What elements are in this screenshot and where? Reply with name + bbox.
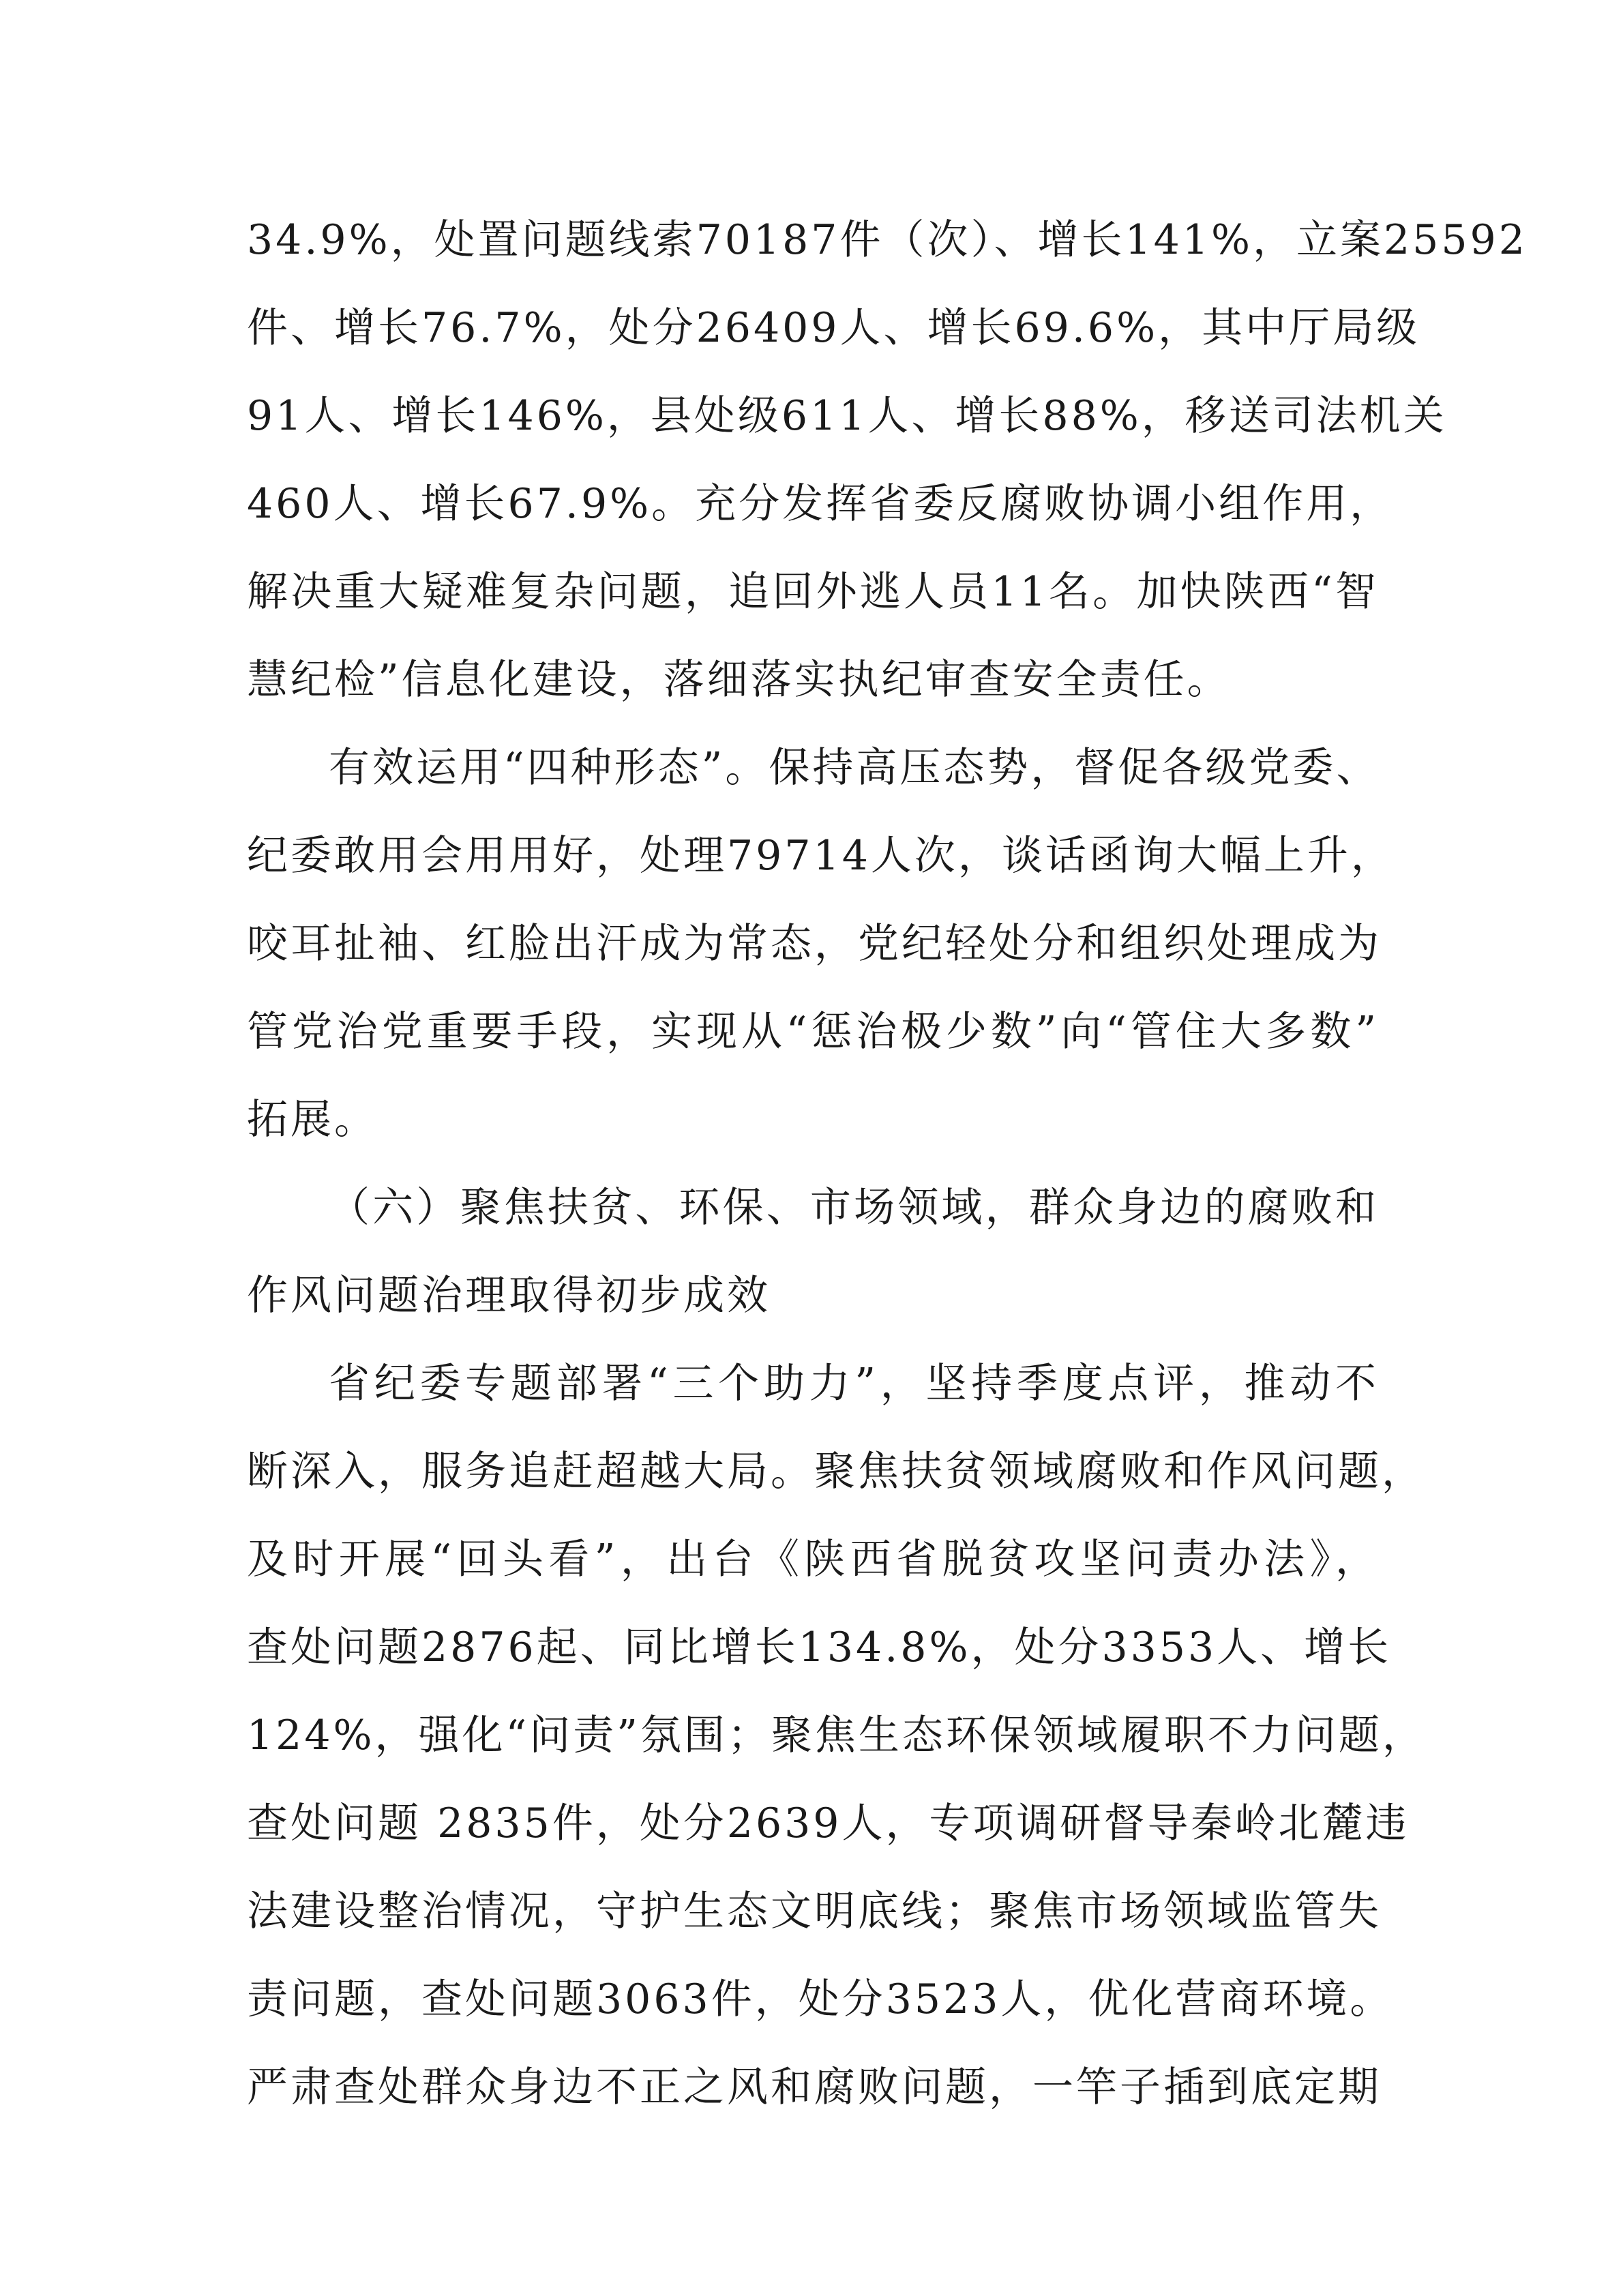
text-line: 91人、增长146%，县处级611人、增长88%，移送司法机关: [247, 392, 1447, 440]
text-line: 拓展。: [247, 1096, 378, 1144]
text-line: 慧纪检”信息化建设，落细落实执纪审查安全责任。: [247, 656, 1231, 704]
paragraph-first-line: 有效运用“四种形态”。保持高压态势，督促各级党委、: [329, 744, 1380, 792]
text-line: 查处问题2876起、同比增长134.8%，处分3353人、增长: [247, 1624, 1392, 1671]
text-line: 管党治党重要手段，实现从“惩治极少数”向“管住大多数”: [247, 1008, 1379, 1056]
text-line: 及时开展“回头看”，出台《陕西省脱贫攻坚问责办法》，: [247, 1536, 1379, 1583]
text-line: 咬耳扯袖、红脸出汗成为常态，党纪轻处分和组织处理成为: [247, 920, 1382, 968]
text-line: 460人、增长67.9%。充分发挥省委反腐败协调小组作用，: [247, 480, 1394, 528]
text-line: 34.9%，处置问题线索70187件（次）、增长141%，立案25592: [247, 216, 1528, 264]
text-line: 查处问题 2835件，处分2639人，专项调研督导秦岭北麓违: [247, 1800, 1410, 1847]
section-heading: （六）聚焦扶贫、环保、市场领域，群众身边的腐败和: [329, 1184, 1379, 1232]
text-line: 断深入，服务追赶超越大局。聚焦扶贫领域腐败和作风问题，: [247, 1448, 1425, 1495]
text-line: 责问题，查处问题3063件，处分3523人，优化营商环境。: [247, 1976, 1394, 2023]
text-line: 件、增长76.7%，处分26409人、增长69.6%，其中厅局级: [247, 304, 1420, 352]
paragraph-first-line: 省纪委专题部署“三个助力”，坚持季度点评，推动不: [329, 1360, 1379, 1407]
text-line: 解决重大疑难复杂问题，追回外逃人员11名。加快陕西“智: [247, 568, 1379, 616]
text-line: 严肃查处群众身边不正之风和腐败问题，一竿子插到底定期: [247, 2063, 1382, 2111]
text-line: 法建设整治情况，守护生态文明底线；聚焦市场领域监管失: [247, 1888, 1382, 1935]
section-heading-continued: 作风问题治理取得初步成效: [247, 1272, 771, 1320]
text-line: 纪委敢用会用用好，处理79714人次，谈话函询大幅上升，: [247, 832, 1395, 880]
text-line: 124%，强化“问责”氛围；聚焦生态环保领域履职不力问题，: [247, 1712, 1426, 1759]
